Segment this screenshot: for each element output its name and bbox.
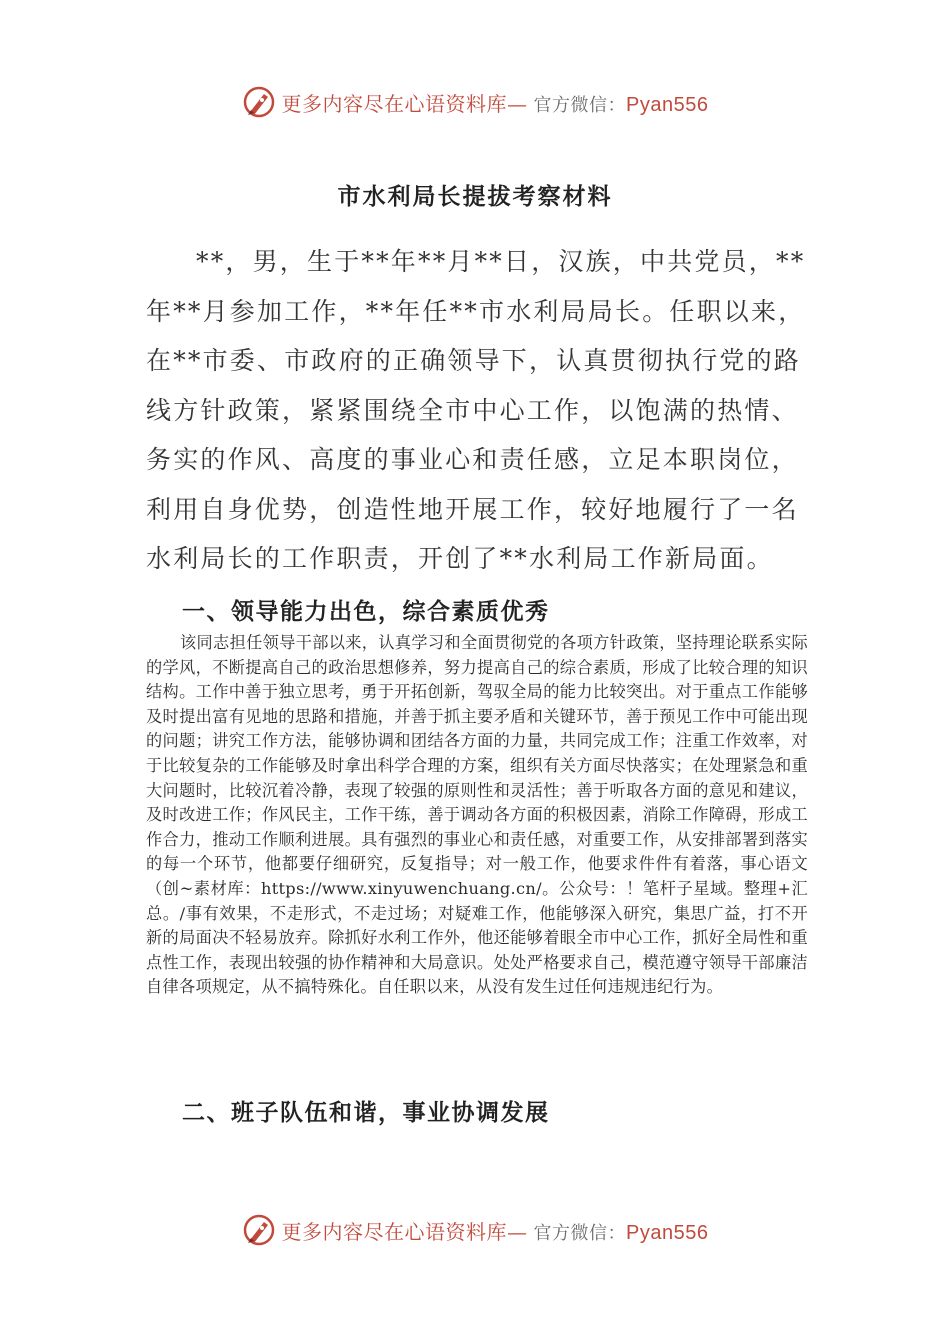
banner-slogan: 更多内容尽在心语资料库— — [281, 91, 528, 116]
document-title: 市水利局长提拔考察材料 — [337, 183, 613, 210]
header-banner — [0, 82, 950, 122]
footer-banner-text — [282, 1216, 709, 1245]
section-1-heading: 一、领导能力出色，综合素质优秀 — [182, 598, 550, 625]
section-1-body: 该同志担任领导干部以来，认真学习和全面贯彻党的各项方针政策，坚持理论联系实际的学风，不断提高自己的政治思想修养，努力提高自己的综合素质，形成了比较合理的知识结构。工作中善于独立思考，勇于开拓创新，驾驭全局的能力比较突出。对于重点工作能够及时提出富有见地的思路和措施，并善于抓主要矛盾和关键环节，善于预见工作中可能出现的问题；讲究工作方法，能够协调和团结各方面的力量，共同完成工作；注重工作效率，对于比较复杂的工作能够及时拿出科学合理的方案，组织有关方面尽快落实；在处理紧急和重大问题时，比较沉着冷静，表现了较强的原则性和灵活性；善于听取各方面的意见和建议，及时改进工作；作风民主，工作干练，善于调动各方面的积极因素，消除工作障碍，形成工作合力，推动工作顺利进展。具有强烈的事业心和责任感，对重要工作，从安排部署到落实的每一个环节，他都要仔细研究，反复指导；对一般工作，他要求件件有着落，事心语文（创~素材库：https://www.xinyuwenchuang.cn/。公众号：！笔杆子星域。整理+汇总。/事有效果，不走形式，不走过场；对疑难工作，他能够深入研究，集思广益，打不开新的局面决不轻易放弃。除抓好水利工作外，他还能够着眼全市中心工作，抓好全局性和重点性工作，表现出较强的协作精神和大局意识。处处严格要求自己，模范遵守领导干部廉洁自律各项规定，从不搞特殊化。自任职以来，从没有发生过任何违规违纪行为。 — [146, 633, 808, 997]
banner-wechat-label: 官方微信： — [533, 94, 627, 116]
intro-paragraph: **，男，生于**年**月**日，汉族，中共党员，**年**月参加工作，**年任**市水利局局长。任职以来，在**市委、市政府的正确领导下，认真贯彻执行党的路线方针政策，紧紧围绕全市中心工作，以饱满的热情、务实的作风、高度的事业心和责任感，立足本职岗位，利用自身优势，创造性地开展工作，较好地履行了一名水利局长的工作职责，开创了**水利局工作新局面。 — [146, 247, 806, 573]
header-banner-text — [282, 88, 709, 117]
banner-wechat-id: Pyan556 — [626, 93, 709, 116]
pen-logo-icon — [242, 1213, 276, 1247]
banner-wechat-id: Pyan556 — [626, 1221, 709, 1244]
banner-slogan: 更多内容尽在心语资料库— — [281, 1219, 528, 1244]
banner-wechat-label: 官方微信： — [533, 1222, 627, 1244]
pen-logo-icon — [242, 85, 276, 119]
footer-banner — [0, 1210, 950, 1250]
section-2-heading: 二、班子队伍和谐，事业协调发展 — [182, 1099, 550, 1126]
